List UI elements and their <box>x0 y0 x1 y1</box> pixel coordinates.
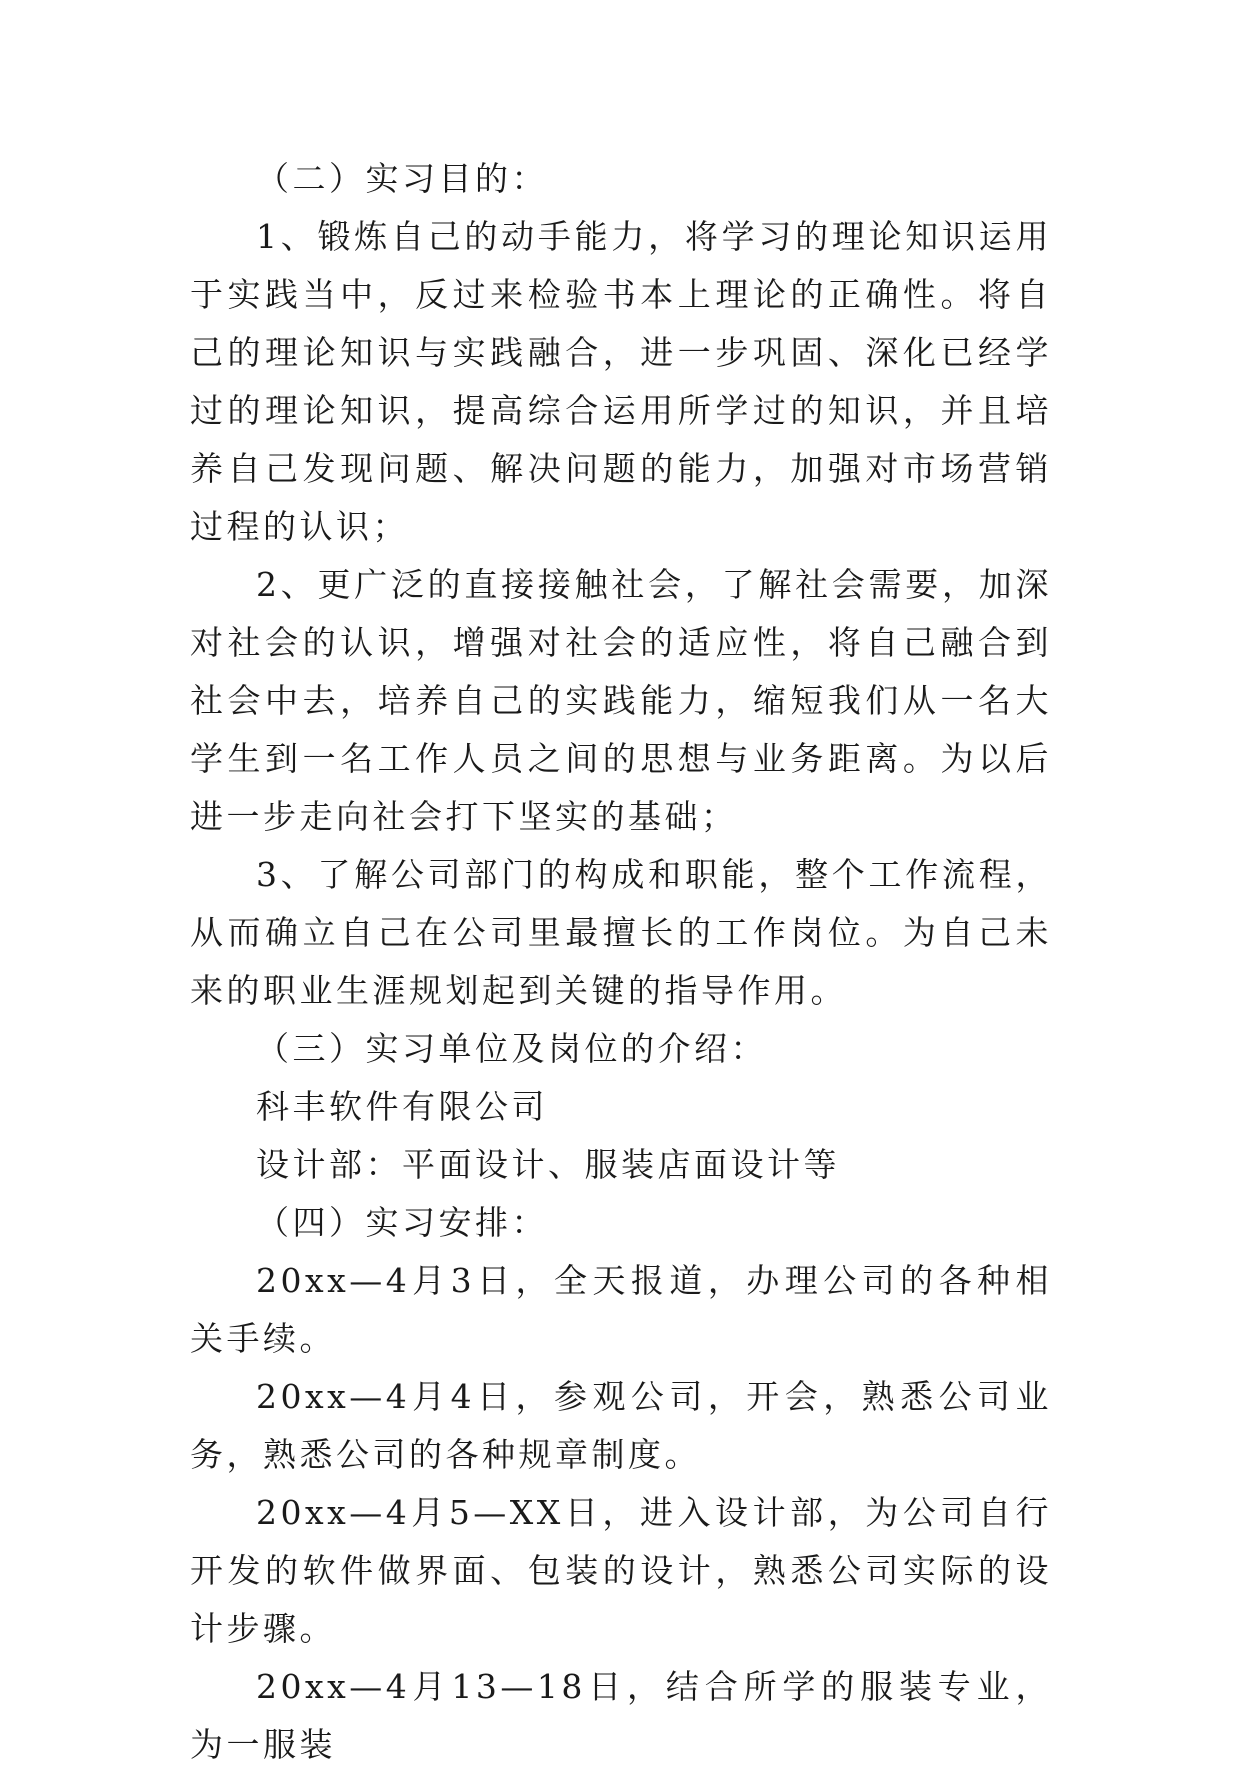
schedule-item-2: 20xx—4月4日，参观公司，开会，熟悉公司业务，熟悉公司的各种规章制度。 <box>190 1377 1052 1474</box>
heading-internship-unit: （三）实习单位及岗位的介绍： <box>256 1029 767 1068</box>
heading-internship-purpose: （二）实习目的： <box>256 159 548 198</box>
company-name: 科丰软件有限公司 <box>256 1087 548 1126</box>
purpose-item-1: 1、锻炼自己的动手能力，将学习的理论知识运用于实践当中，反过来检验书本上理论的正确性。将自己的理论知识与实践融合，进一步巩固、深化已经学过的理论知识，提高综合运用所学过的知识，并且培养自己发现问题、解决问题的能力，加强对市场营销过程的认识； <box>190 217 1052 546</box>
heading-internship-schedule: （四）实习安排： <box>256 1203 548 1242</box>
schedule-item-4: 20xx—4月13—18日，结合所学的服装专业，为一服装 <box>190 1667 1052 1764</box>
schedule-item-1: 20xx—4月3日，全天报道，办理公司的各种相关手续。 <box>190 1261 1052 1358</box>
document-body <box>190 150 1052 1774</box>
schedule-item-3: 20xx—4月5—XX日，进入设计部，为公司自行开发的软件做界面、包装的设计，熟悉公司实际的设计步骤。 <box>190 1493 1052 1648</box>
department-description: 设计部：平面设计、服装店面设计等 <box>256 1145 840 1184</box>
purpose-item-2: 2、更广泛的直接接触社会，了解社会需要，加深对社会的认识，增强对社会的适应性，将自己融合到社会中去，培养自己的实践能力，缩短我们从一名大学生到一名工作人员之间的思想与业务距离。为以后进一步走向社会打下坚实的基础； <box>190 565 1052 836</box>
purpose-item-3: 3、了解公司部门的构成和职能，整个工作流程，从而确立自己在公司里最擅长的工作岗位。为自己未来的职业生涯规划起到关键的指导作用。 <box>190 855 1052 1010</box>
